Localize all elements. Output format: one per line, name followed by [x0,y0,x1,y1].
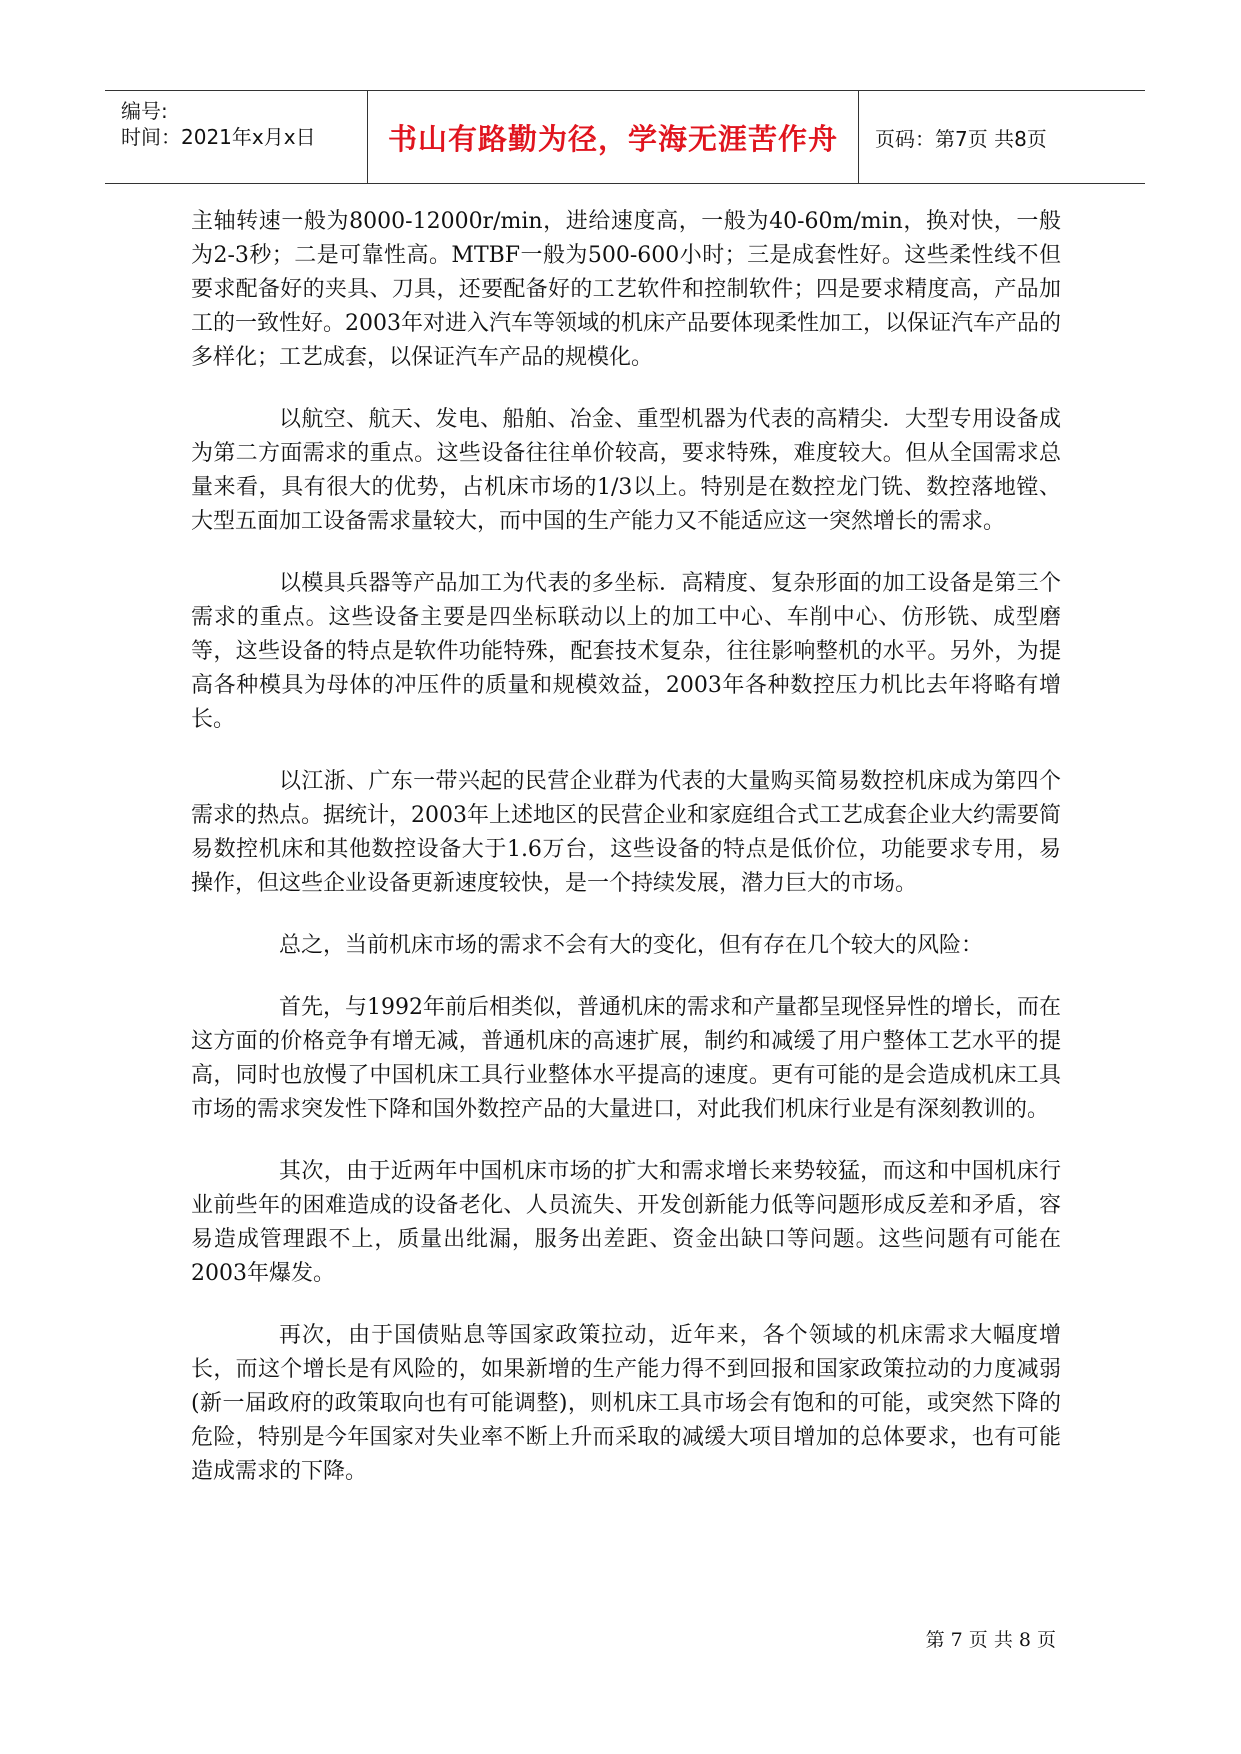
header-motto-cell [367,91,859,183]
paragraph: 首先，与1992年前后相类似，普通机床的需求和产量都呈现怪异性的增长，而在这方面的价格竞争有增无减，普通机床的高速扩展，制约和减缓了用户整体工艺水平的提高，同时也放慢了中国机床工具行业整体水平提高的速度。更有可能的是会造成机床工具市场的需求突发性下降和国外数控产品的大量进口，对此我们机床行业是有深刻教训的。 [191,995,1061,1122]
page-footer: 第 7 页 共 8 页 [925,1629,1056,1651]
header-right-cell [857,91,1145,183]
header-motto: 书山有路勤为径，学海无涯苦作舟 [387,121,838,156]
document-body [191,205,1061,1517]
paragraph: 再次，由于国债贴息等国家政策拉动，近年来，各个领域的机床需求大幅度增长，而这个增长是有风险的，如果新增的生产能力得不到回报和国家政策拉动的力度减弱(新一届政府的政策取向也有可能调整)，则机床工具市场会有饱和的可能，或突然下降的危险，特别是今年国家对失业率不断上升而采取的减缓大项目增加的总体要求，也有可能造成需求的下降。 [191,1323,1061,1484]
paragraph: 以模具兵器等产品加工为代表的多坐标．高精度、复杂形面的加工设备是第三个需求的重点。这些设备主要是四坐标联动以上的加工中心、车削中心、仿形铣、成型磨等，这些设备的特点是软件功能特殊，配套技术复杂，往往影响整机的水平。另外，为提高各种模具为母体的冲压件的质量和规模效益，2003年各种数控压力机比去年将略有增长。 [191,571,1061,732]
paragraph: 其次，由于近两年中国机床市场的扩大和需求增长来势较猛，而这和中国机床行业前些年的困难造成的设备老化、人员流失、开发创新能力低等问题形成反差和矛盾，容易造成管理跟不上，质量出纰漏，服务出差距、资金出缺口等问题。这些问题有可能在2003年爆发。 [191,1159,1061,1286]
paragraph: 以江浙、广东一带兴起的民营企业群为代表的大量购买简易数控机床成为第四个需求的热点。据统计，2003年上述地区的民营企业和家庭组合式工艺成套企业大约需要简易数控机床和其他数控设备大于1.6万台，这些设备的特点是低价位，功能要求专用，易操作，但这些企业设备更新速度较快，是一个持续发展，潜力巨大的市场。 [191,769,1061,896]
page-code-label: 页码：第7页 共8页 [875,126,1047,151]
paragraph: 以航空、航天、发电、船舶、冶金、重型机器为代表的高精尖．大型专用设备成为第二方面需求的重点。这些设备往往单价较高，要求特殊，难度较大。但从全国需求总量来看，具有很大的优势，占机床市场的1/3以上。特别是在数控龙门铣、数控落地镗、大型五面加工设备需求量较大，而中国的生产能力又不能适应这一突然增长的需求。 [191,407,1061,534]
paragraph: 总之，当前机床市场的需求不会有大的变化，但有存在几个较大的风险： [279,933,984,958]
document-header [105,90,1145,184]
paragraph-continuation: 主轴转速一般为8000-12000r/min，进给速度高，一般为40-60m/min，换对快，一般为2-3秒；二是可靠性高。MTBF一般为500-600小时；三是成套性好。这些柔性线不但要求配备好的夹具、刀具，还要配备好的工艺软件和控制软件；四是要求精度高，产品加工的一致性好。2003年对进入汽车等领域的机床产品要体现柔性加工，以保证汽车产品的多样化；工艺成套，以保证汽车产品的规模化。 [191,209,1061,370]
header-left-cell [105,91,367,183]
number-label: 编号: [121,99,168,123]
time-label: 时间：2021年x月x日 [121,125,316,149]
